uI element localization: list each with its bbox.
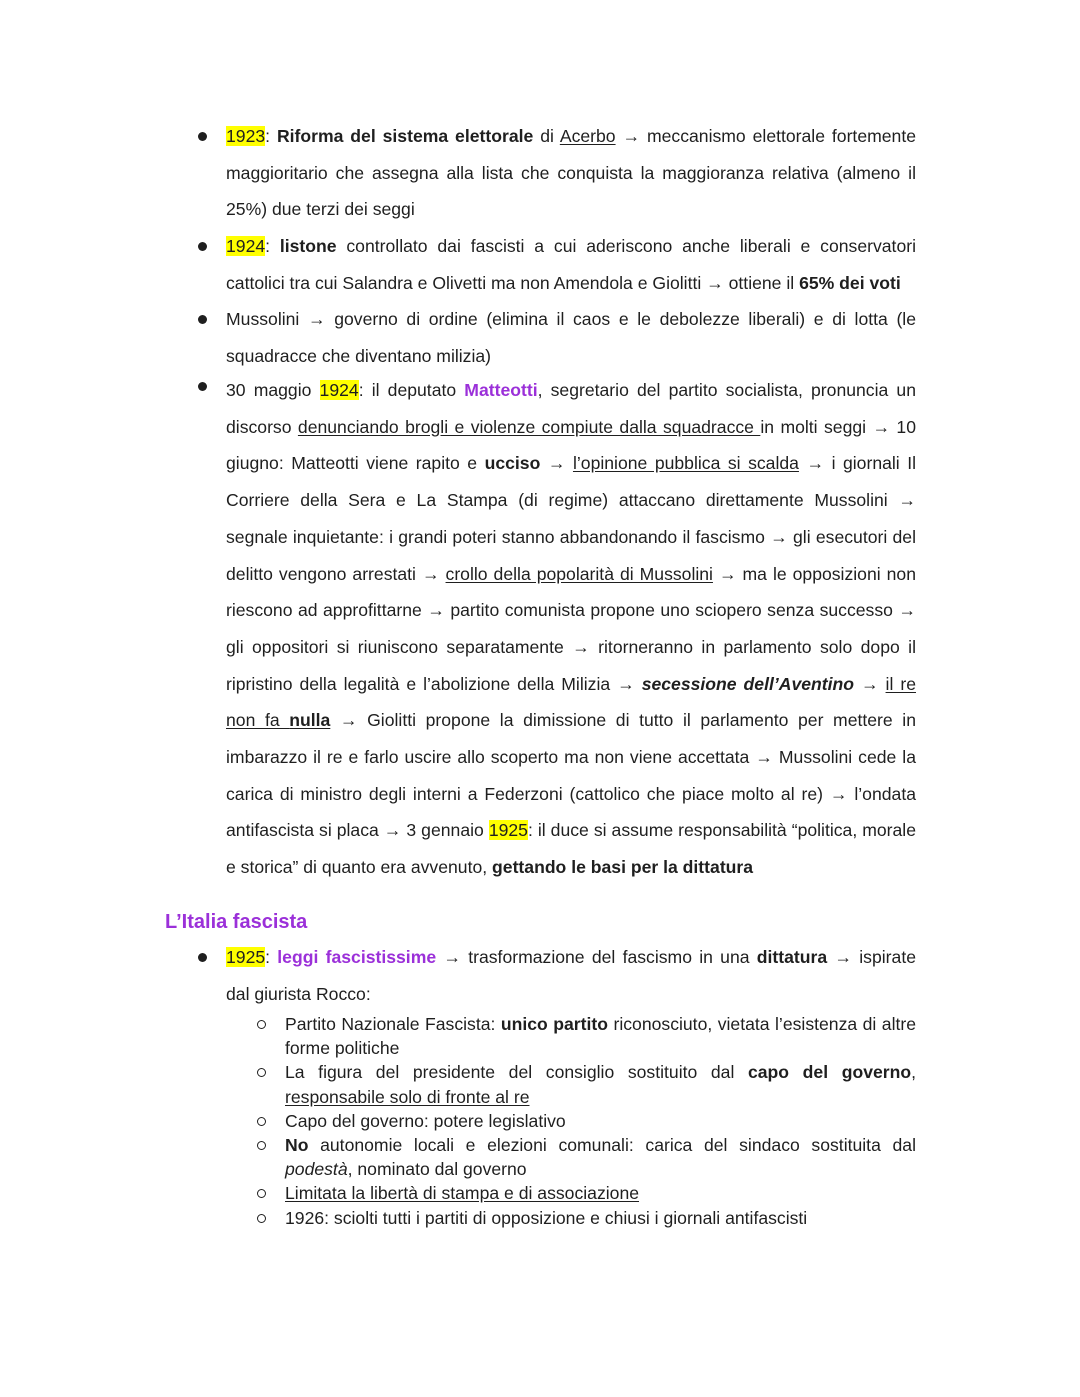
circle-bullet-icon (257, 1214, 266, 1223)
listone-term: listone (279, 236, 337, 256)
votes-percentage: 65% dei voti (799, 272, 901, 293)
year-highlight: 1925 (488, 820, 528, 841)
bullet-icon (198, 953, 207, 962)
year-highlight: 1923 (226, 126, 266, 146)
list-item-matteotti: 30 maggio 1924: il deputato Matteotti, segretario del partito socialista, pronuncia un discorso denunciando brogli e violenze compiute dalla squadracce in molti seggi → 10 giugno: Matteotti viene rapito e ucciso → l’opinione pubblica si scalda → i giornali Il Corriere della Sera e La Stampa (di regime) attaccano direttamente Mussolini → segnale inquietante: i grandi poteri stanno abbandonando il fascismo → gli esecutori del delitto vengono arrestati → crollo della popolarità di Mussolini → ma le opposizioni non riescono ad approfittarne → partito comunista propone uno sciopero senza successo → gli oppositori si riuniscono separatamente → ritorneranno in parlamento solo dopo il ripristino della legalità e l’abolizione della Milizia → secessione dell’Aventino → il re non fa nulla → Giolitti propone la dimissione di tutto il parlamento per mettere in imbarazzo il re e farlo uscire allo scoperto ma non viene accettata → Mussolini cede la carica di ministro degli interni a Federzoni (cattolico che piace molto al re) → l’ondata antifascista si placa → 3 gennaio 1925: il duce si assume responsabilità “politica, morale e storica” di quanto era avvenuto, gettando le basi per la dittatura (226, 372, 916, 886)
list-item-1924-listone: 1924: listone controllato dai fascisti a cui aderiscono anche liberali e conservatori cattolici tra cui Salandra e Olivetti ma non Amendola e Giolitti → ottiene il 65% dei voti (226, 228, 916, 301)
circle-bullet-icon (257, 1068, 266, 1077)
sub-item-liberta-stampa: Limitata la libertà di stampa e di associazione (285, 1181, 916, 1205)
sub-item-1926: 1926: sciolti tutti i partiti di opposizione e chiusi i giornali antifascisti (285, 1206, 916, 1230)
sub-item-unico-partito: Partito Nazionale Fascista: unico partito riconosciuto, vietata l’esistenza di altre forme politiche (285, 1012, 916, 1060)
year-highlight: 1924 (226, 236, 266, 256)
acerbo-name: Acerbo (559, 126, 616, 146)
year-highlight: 1924 (319, 380, 359, 400)
matteotti-name: Matteotti (464, 380, 538, 400)
circle-bullet-icon (257, 1117, 266, 1126)
list-item-mussolini-government: Mussolini → governo di ordine (elimina il caos e le debolezze liberali) e di lotta (le squadracce che diventano milizia) (226, 301, 916, 374)
bullet-icon (198, 132, 207, 141)
year-highlight: 1925 (226, 947, 266, 967)
list-item-1923-reform: 1923: Riforma del sistema elettorale di Acerbo → meccanismo elettorale fortemente maggioritario che assegna alla lista che conquista la maggioranza relativa (almeno il 25%) due terzi dei seggi (226, 118, 916, 228)
aventino-secession: secessione dell’Aventino (641, 673, 854, 694)
reform-title: Riforma del sistema elettorale (276, 126, 534, 146)
bullet-icon (198, 382, 207, 391)
leggi-fascistissime-term: leggi fascistissime (277, 947, 437, 967)
sub-item-potere-legislativo: Capo del governo: potere legislativo (285, 1109, 916, 1133)
bullet-icon (198, 242, 207, 251)
circle-bullet-icon (257, 1020, 266, 1029)
bullet-icon (198, 315, 207, 324)
sub-item-podesta: No autonomie locali e elezioni comunali: carica del sindaco sostituita dal podestà, nominato dal governo (285, 1133, 916, 1181)
sub-item-capo-governo: La figura del presidente del consiglio sostituito dal capo del governo, responsabile solo di fronte al re (285, 1060, 916, 1108)
sub-list (285, 1012, 916, 1230)
section-heading: L’Italia fascista (165, 911, 308, 933)
list-item-leggi-fascistissime: 1925: leggi fascistissime → trasformazione del fascismo in una dittatura → ispirate dal giurista Rocco: (226, 939, 916, 1012)
circle-bullet-icon (257, 1189, 266, 1198)
circle-bullet-icon (257, 1141, 266, 1150)
